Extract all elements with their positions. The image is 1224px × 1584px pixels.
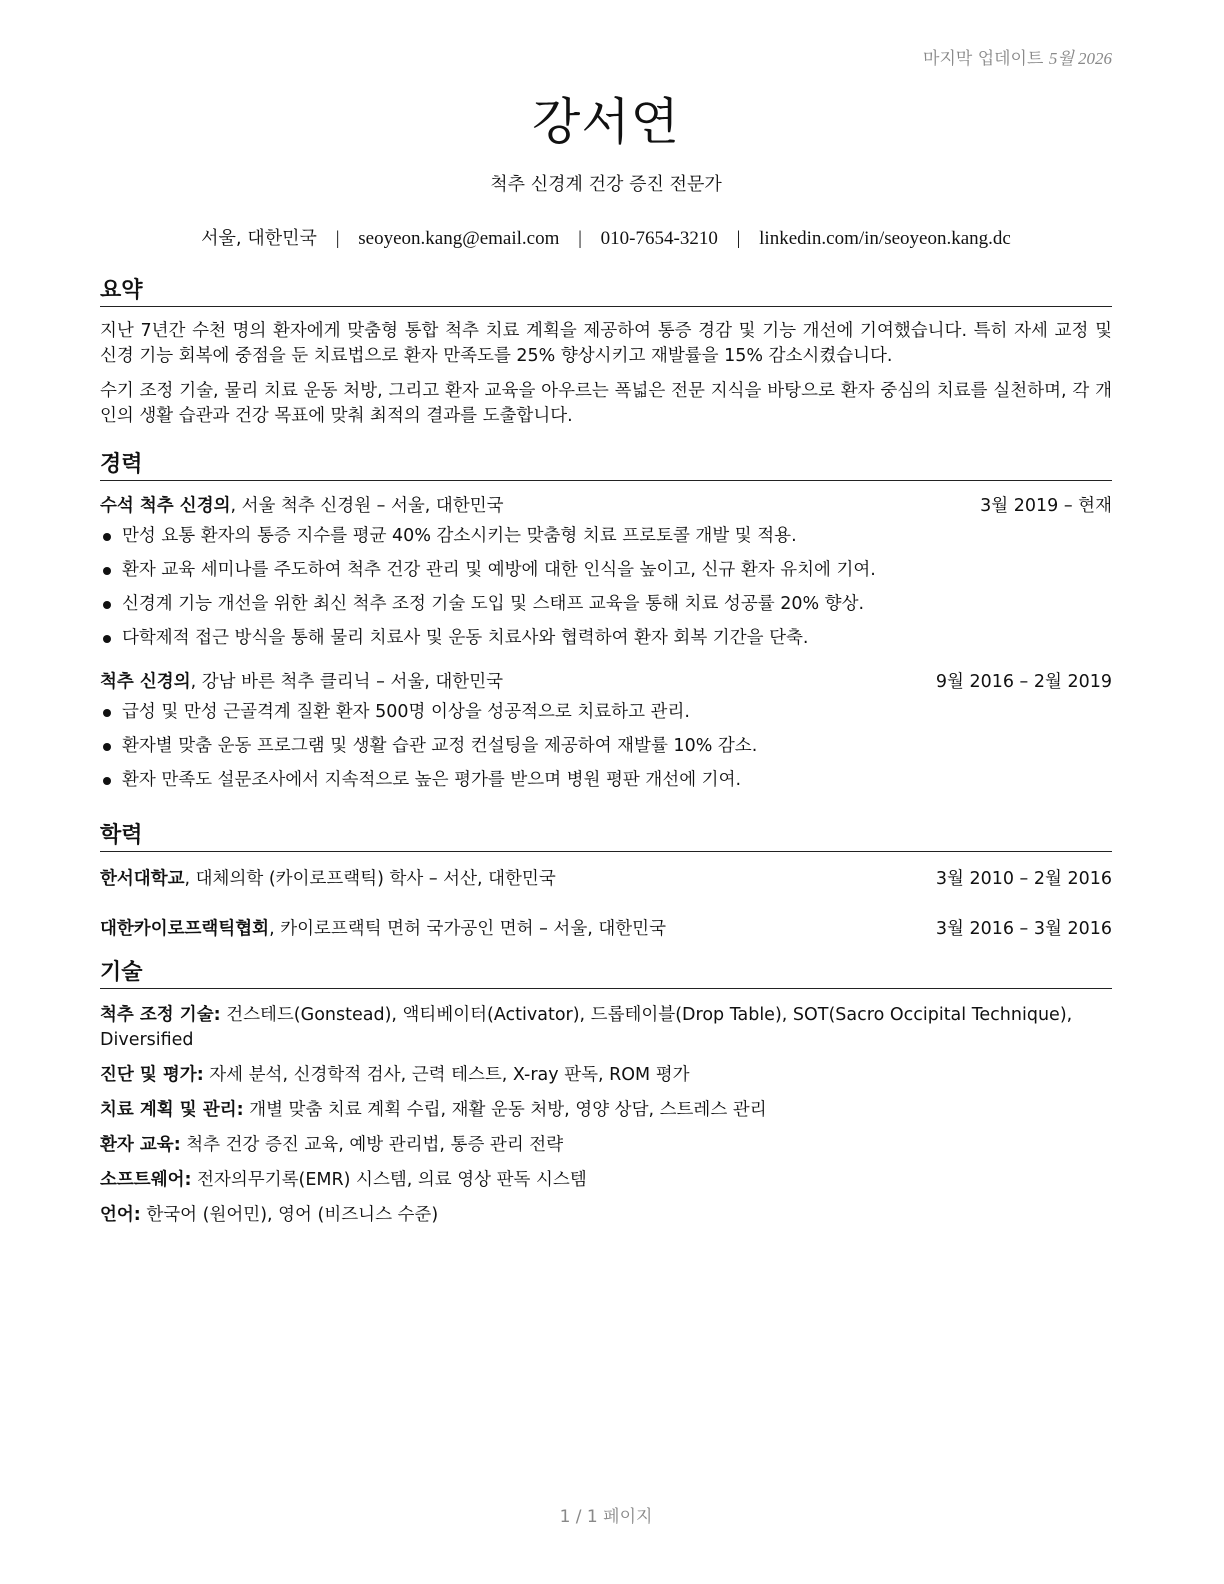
last-updated <box>923 44 1112 69</box>
skill-item <box>100 1133 1112 1158</box>
summary-section <box>100 278 1112 429</box>
skill-item <box>100 1203 1112 1228</box>
skills-heading: 기술 <box>100 960 1112 989</box>
skill-label: 환자 교육: <box>100 1135 181 1155</box>
contact-email[interactable]: seoyeon.kang@email.com <box>358 228 560 249</box>
contact-location: 서울, 대한민국 <box>201 228 317 249</box>
contact-separator: | <box>578 228 582 249</box>
candidate-name: 강서연 <box>532 93 680 151</box>
last-updated-label: 마지막 업데이트 <box>923 49 1044 69</box>
job-bullet: 환자 만족도 설문조사에서 지속적으로 높은 평가를 받으며 병원 평판 개선에 기여. <box>100 763 1112 797</box>
skill-label: 소프트웨어: <box>100 1170 192 1190</box>
job-bullet: 환자 교육 세미나를 주도하여 척추 건강 관리 및 예방에 대한 인식을 높이고, 신규 환자 유치에 기여. <box>100 553 1112 587</box>
education-school: 한서대학교 <box>100 869 185 889</box>
job-entry <box>100 669 1112 797</box>
candidate-title: 척추 신경계 건강 증진 전문가 <box>490 174 722 195</box>
job-role: 척추 신경의 <box>100 672 191 692</box>
contact-phone: 010-7654-3210 <box>600 228 718 249</box>
experience-section <box>100 452 1112 797</box>
education-school: 대한카이로프랙틱협회 <box>100 919 270 939</box>
contact-separator: | <box>736 228 741 249</box>
job-bullet: 급성 및 만성 근골격계 질환 환자 500명 이상을 성공적으로 치료하고 관리. <box>100 695 1112 729</box>
job-header <box>100 493 1112 519</box>
education-dates: 3월 2010 – 2월 2016 <box>935 869 1112 889</box>
skill-item <box>100 1003 1112 1053</box>
education-detail: , 카이로프랙틱 면허 국가공인 면허 – 서울, 대한민국 <box>269 919 666 939</box>
skill-item <box>100 1063 1112 1088</box>
summary-paragraph: 수기 조정 기술, 물리 치료 운동 처방, 그리고 환자 교육을 아우르는 폭넓은 전문 지식을 바탕으로 환자 중심의 치료를 실천하며, 각 개인의 생활 습관과 건강 목표에 맞춰 최적의 결과를 도출합니다. <box>100 381 1112 426</box>
skill-label: 언어: <box>100 1205 141 1225</box>
contact-separator: | <box>335 228 340 249</box>
job-bullet: 신경계 기능 개선을 위한 최신 척추 조정 기술 도입 및 스태프 교육을 통해 치료 성공률 20% 향상. <box>100 587 1112 621</box>
page-footer: 1 / 1 페이지 <box>559 1507 653 1527</box>
skill-label: 척추 조정 기술: <box>100 1005 221 1025</box>
job-bullet: 다학제적 접근 방식을 통해 물리 치료사 및 운동 치료사와 협력하여 환자 회복 기간을 단축. <box>100 621 1112 655</box>
skill-value: 척추 건강 증진 교육, 예방 관리법, 통증 관리 전략 <box>180 1135 564 1155</box>
resume-page <box>100 0 1112 1584</box>
skills-section <box>100 960 1112 1228</box>
education-entry <box>100 916 1112 942</box>
job-bullet: 만성 요통 환자의 통증 지수를 평균 40% 감소시키는 맞춤형 치료 프로토콜 개발 및 적용. <box>100 519 1112 553</box>
skill-item <box>100 1098 1112 1123</box>
job-bullets <box>100 695 1112 797</box>
education-section <box>100 823 1112 942</box>
job-org: , 서울 척추 신경원 – 서울, 대한민국 <box>230 496 504 516</box>
skill-label: 치료 계획 및 관리: <box>100 1100 244 1120</box>
job-bullet: 환자별 맞춤 운동 프로그램 및 생활 습관 교정 컨설팅을 제공하여 재발률 10% 감소. <box>100 729 1112 763</box>
skill-value: 전자의무기록(EMR) 시스템, 의료 영상 판독 시스템 <box>191 1170 587 1190</box>
summary-heading: 요약 <box>100 278 1112 307</box>
skill-value: 건스테드(Gonstead), 액티베이터(Activator), 드롭테이블(Drop Table), SOT(Sacro Occipital Technique), Diversified <box>100 1005 1073 1050</box>
job-org: , 강남 바른 척추 클리닉 – 서울, 대한민국 <box>190 672 504 692</box>
job-dates: 3월 2019 – 현재 <box>980 496 1112 516</box>
skill-label: 진단 및 평가: <box>100 1065 204 1085</box>
job-role: 수석 척추 신경의 <box>100 496 231 516</box>
job-header <box>100 669 1112 695</box>
summary-paragraph: 지난 7년간 수천 명의 환자에게 맞춤형 통합 척추 치료 계획을 제공하여 통증 경감 및 기능 개선에 기여했습니다. 특히 자세 교정 및 신경 기능 회복에 중점을 둔 치료법으로 환자 만족도를 25% 향상시키고 재발률을 15% 감소시켰습니다. <box>100 321 1112 366</box>
education-dates: 3월 2016 – 3월 2016 <box>935 919 1112 939</box>
skill-item <box>100 1168 1112 1193</box>
experience-heading: 경력 <box>100 452 1112 481</box>
skill-value: 개별 맞춤 치료 계획 수립, 재활 운동 처방, 영양 상담, 스트레스 관리 <box>243 1100 767 1120</box>
contact-linkedin[interactable]: linkedin.com/in/seoyeon.kang.dc <box>759 228 1011 249</box>
skill-value: 자세 분석, 신경학적 검사, 근력 테스트, X-ray 판독, ROM 평가 <box>203 1065 690 1085</box>
job-dates: 9월 2016 – 2월 2019 <box>935 672 1112 692</box>
job-entry <box>100 493 1112 655</box>
last-updated-date: 5월 2026 <box>1048 49 1112 68</box>
education-entry <box>100 866 1112 892</box>
education-heading: 학력 <box>100 823 1112 852</box>
job-bullets <box>100 519 1112 655</box>
education-detail: , 대체의학 (카이로프랙틱) 학사 – 서산, 대한민국 <box>184 869 556 889</box>
skill-value: 한국어 (원어민), 영어 (비즈니스 수준) <box>140 1205 439 1225</box>
contact-line <box>100 224 1112 250</box>
